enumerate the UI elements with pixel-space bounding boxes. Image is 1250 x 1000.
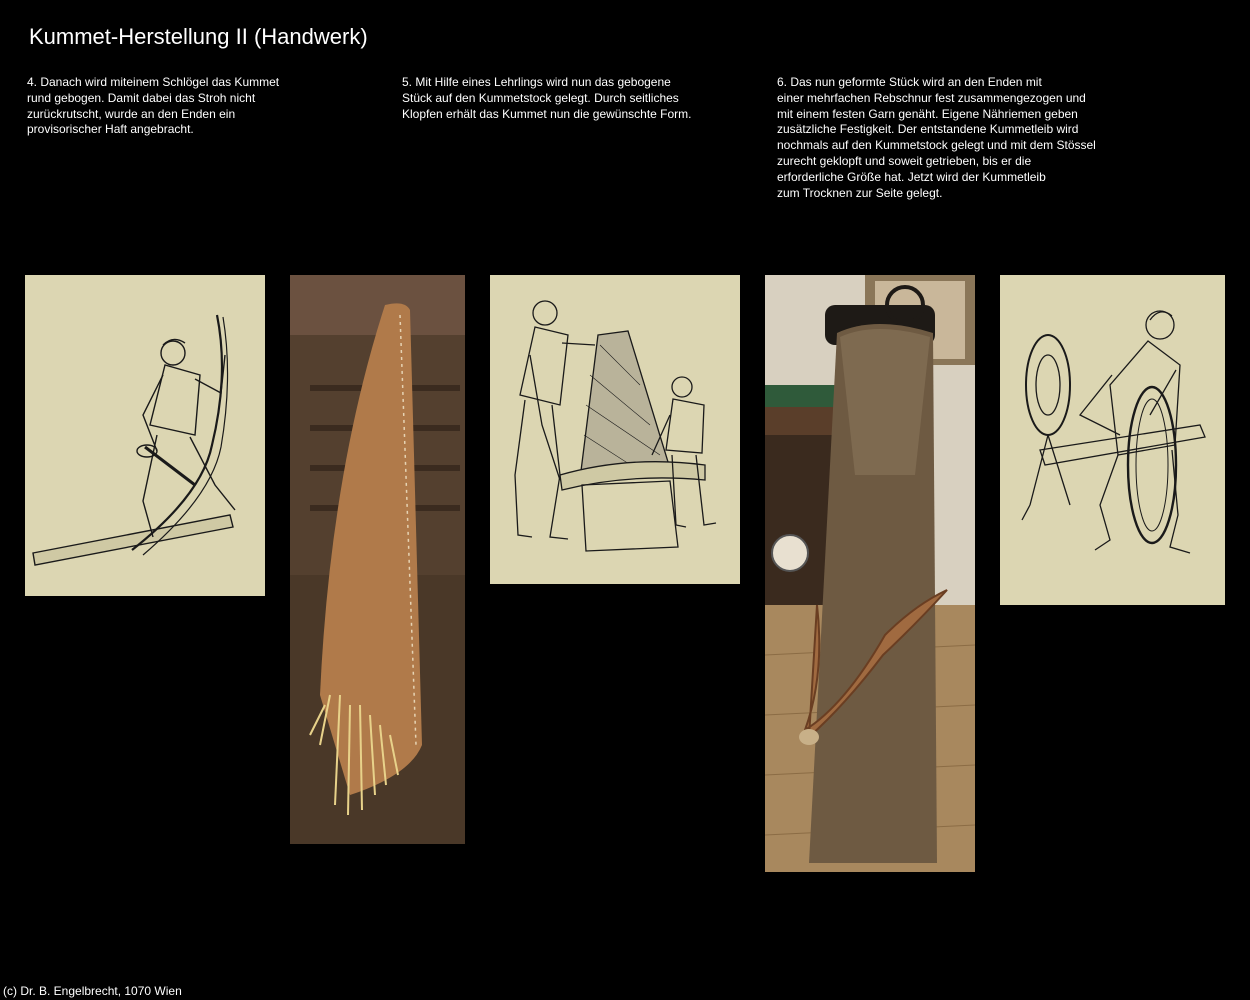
sketch-sewing-collar [1000, 275, 1225, 605]
caption-step-6: 6. Das nun geformte Stück wird an den Enden mit einer mehrfachen Rebschnur fest zusammengezogen und mit einem festen Garn genäht. Eigene Nähriemen geben zusätzliche Festigkeit. Der entstandene Kummetleib wird nochmals auf den Kummetstock gelegt und mit dem Stössel zurecht geklopft und soweit getrieben, bis er die erforderliche Größe hat. Jetzt wird der Kummetleib zum Trocknen zur Seite gelegt. [777, 75, 1096, 200]
caption-step-4: 4. Danach wird miteinem Schlögel das Kummet rund gebogen. Damit dabei das Stroh nicht zurückrutscht, wurde an den Enden ein provisorischer Haft angebracht. [27, 75, 280, 137]
copyright-footer: (c) Dr. B. Engelbrecht, 1070 Wien [3, 984, 182, 998]
page-title: Kummet-Herstellung II (Handwerk) [29, 24, 368, 49]
photo-collar-blank [290, 275, 465, 844]
sketch-bending-collar [25, 275, 265, 596]
sketch-collar-on-stock [490, 275, 740, 584]
caption-step-5: 5. Mit Hilfe eines Lehrlings wird nun das gebogene Stück auf den Kummetstock gelegt. Durch seitliches Klopfen erhält das Kummet nun die gewünschte Form. [402, 75, 692, 121]
photo-kummetstock [765, 275, 975, 872]
